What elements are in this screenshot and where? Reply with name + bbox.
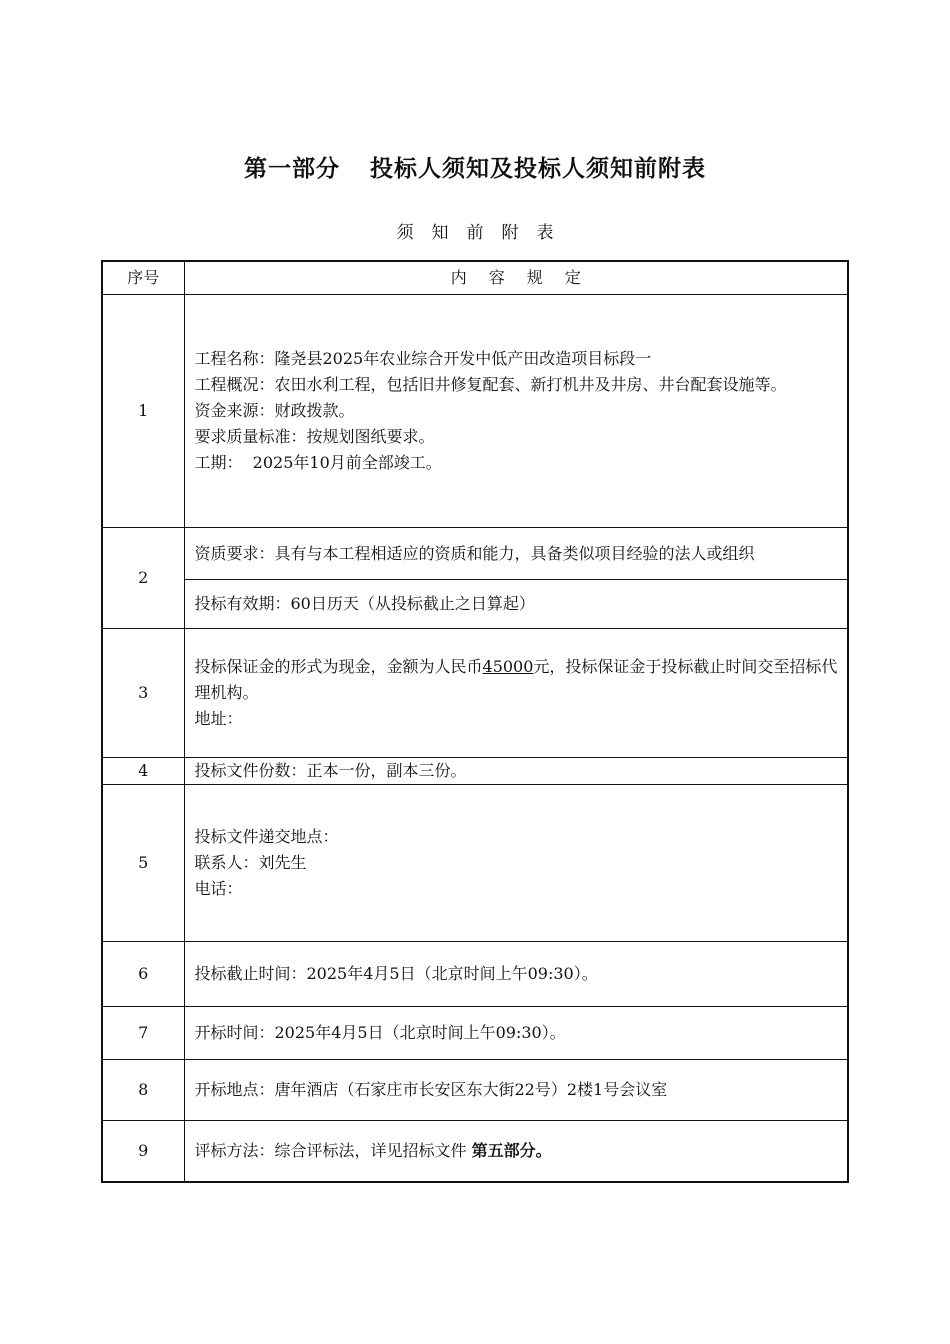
bid-bond-post: 元，投标保证金于投标截止时间交至招标代理机构。 [194,657,838,702]
row-number: 2 [102,528,184,629]
row-number: 4 [102,758,184,785]
bid-bond [195,654,840,706]
bid-bond-amount: 45000 [482,657,534,676]
table-row [102,785,848,942]
table-row [102,295,848,528]
row-number: 1 [102,295,184,528]
row-number: 8 [102,1060,184,1121]
table-row [102,942,848,1007]
contact-person: 联系人：刘先生 [194,853,307,872]
copies-required: 投标文件份数：正本一份，副本三份。 [184,758,848,785]
notice-table [101,260,849,1183]
bid-deadline: 投标截止时间：2025年4月5日（北京时间上午09:30）。 [184,942,848,1007]
table-caption: 须知前附表 [396,223,572,243]
row-content [184,295,848,528]
row-number: 5 [102,785,184,942]
row-number: 3 [102,629,184,758]
table-row [102,1007,848,1060]
row-number: 9 [102,1121,184,1183]
table-row [102,1121,848,1183]
table-row [102,580,848,629]
row-content [184,1121,848,1183]
opening-time: 开标时间：2025年4月5日（北京时间上午09:30）。 [184,1007,848,1060]
table-row [102,758,848,785]
header-content: 内容规定 [184,261,848,295]
table-header-row [102,261,848,295]
bid-bond-pre: 投标保证金的形式为现金，金额为人民币 [194,657,483,676]
address-label: 地址： [194,709,243,728]
page-title [0,150,950,183]
table-row [102,1060,848,1121]
table-row [102,629,848,758]
construction-period: 工期： 2025年10月前全部竣工。 [194,453,442,472]
fund-source: 资金来源：财政拨款。 [194,401,355,420]
row-content [184,785,848,942]
title-main: 投标人须知及投标人须知前附表 [370,155,706,182]
opening-location: 开标地点：唐年酒店（石家庄市长安区东大街22号）2楼1号会议室 [184,1060,848,1121]
bid-validity: 投标有效期：60日历天（从投标截止之日算起） [184,580,848,629]
project-overview: 工程概况：农田水利工程，包括旧井修复配套、新打机井及井房、井台配套设施等。 [194,375,787,394]
submission-location: 投标文件递交地点： [194,827,339,846]
project-name: 工程名称：隆尧县2025年农业综合开发中低产田改造项目标段一 [194,349,652,368]
evaluation-reference: 第五部分。 [471,1141,552,1160]
quality-standard: 要求质量标准：按规划图纸要求。 [194,427,435,446]
row-number: 6 [102,942,184,1007]
row-content [184,629,848,758]
row-number: 7 [102,1007,184,1060]
table-row [102,528,848,580]
title-part: 第一部分 [244,155,340,182]
header-seq: 序号 [102,261,184,295]
phone-label: 电话： [194,879,243,898]
evaluation-method: 评标方法：综合评标法，详见招标文件 [194,1141,467,1160]
qualification-requirement: 资质要求：具有与本工程相适应的资质和能力，具备类似项目经验的法人或组织 [184,528,848,580]
